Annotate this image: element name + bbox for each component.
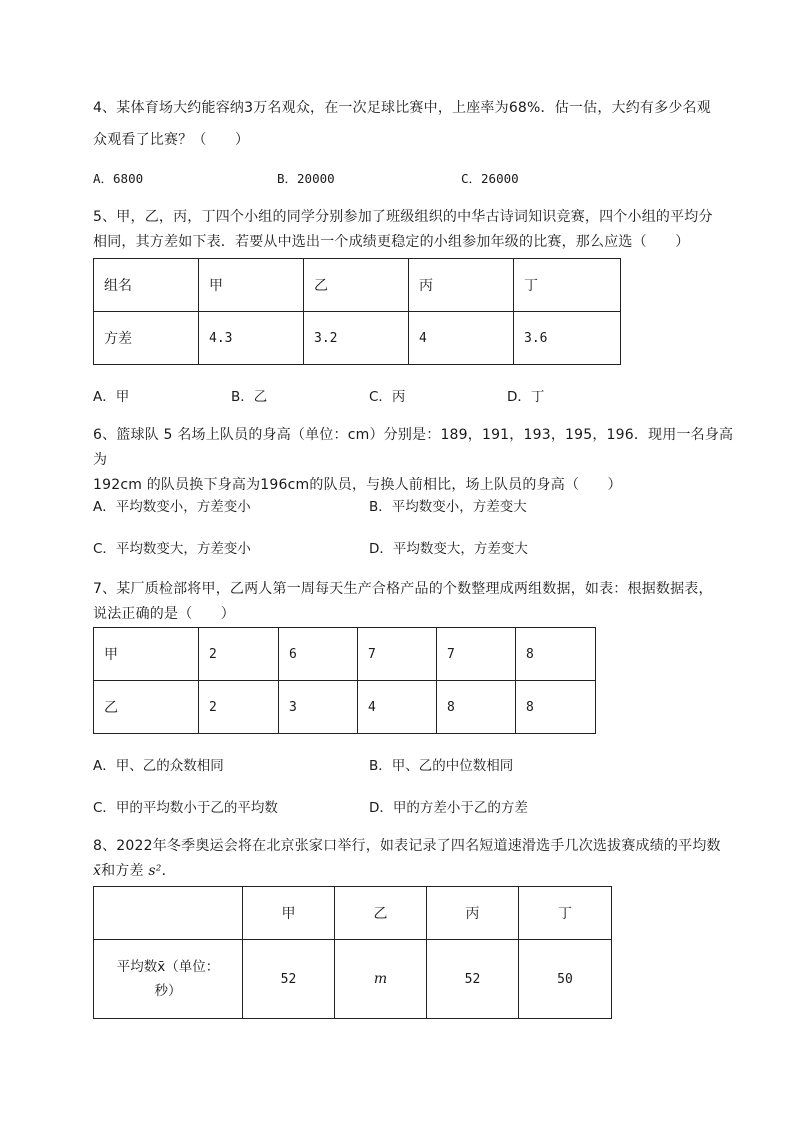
option-c[interactable]: C．甲的平均数小于乙的平均数 [93, 800, 278, 816]
table-cell: 2 [199, 681, 279, 734]
table-cell: 52 [427, 940, 519, 1019]
table-cell: 7 [358, 628, 437, 681]
table-cell: 丙 [409, 259, 514, 312]
variance-symbol: s² [148, 863, 162, 879]
option-a[interactable]: A．甲、乙的众数相同 [93, 758, 224, 774]
question-5-line-2: 相同，其方差如下表．若要从中选出一个成绩更稳定的小组参加年级的比赛，那么应选（ ） [93, 234, 690, 250]
table-cell: 52 [243, 940, 335, 1019]
row-label-line-2: 秒） [154, 983, 182, 999]
question-8-text: 和方差 [101, 863, 149, 879]
table-cell: 4 [409, 312, 514, 365]
option-c[interactable]: C．26000 [461, 171, 519, 186]
question-6-options-row-2 [93, 537, 743, 559]
table-cell: 甲 [243, 887, 335, 940]
question-5-options [93, 385, 743, 407]
option-c[interactable]: C．丙 [369, 389, 406, 405]
table-cell: m [335, 940, 427, 1019]
table-cell: 丙 [427, 887, 519, 940]
table-cell: 组名 [94, 259, 199, 312]
mean-symbol: x̄ [93, 863, 102, 879]
question-6-stem [93, 423, 743, 498]
question-6-line-2: 192cm 的队员换下身高为196cm的队员，与换人前相比，场上队员的身高（ ） [93, 477, 622, 493]
question-8-line-1: 8、2022年冬季奥运会将在北京张家口举行，如表记录了四名短道速滑选手几次选拔赛成绩的平均数 [93, 838, 721, 854]
table-cell: 甲 [199, 259, 304, 312]
table-cell [94, 887, 243, 940]
table-cell: 丁 [514, 259, 621, 312]
variance-table [93, 258, 621, 365]
table-cell: 甲 [94, 628, 199, 681]
option-b[interactable]: B．甲、乙的中位数相同 [369, 758, 514, 774]
production-table [93, 627, 596, 734]
question-8-line-2 [93, 859, 743, 884]
option-c[interactable]: C．平均数变大，方差变小 [93, 541, 251, 557]
table-cell: 3.6 [514, 312, 621, 365]
table-cell: 丁 [519, 887, 612, 940]
table-cell: 乙 [335, 887, 427, 940]
table-row-header [94, 259, 621, 312]
speed-skating-table [93, 886, 612, 1019]
question-7-line-2: 说法正确的是（ ） [93, 606, 235, 622]
question-7-line-1: 7、某厂质检部将甲，乙两人第一周每天生产合格产品的个数整理成两组数据，如表：根据数据表， [93, 581, 713, 597]
option-a[interactable]: A．平均数变小，方差变小 [93, 499, 251, 515]
question-7-options-row-2 [93, 796, 743, 818]
table-cell: 7 [437, 628, 516, 681]
table-row-mean [94, 940, 612, 1019]
table-cell: 4 [358, 681, 437, 734]
table-row-jia [94, 628, 596, 681]
question-4-line-1: 4、某体育场大约能容纳3万名观众，在一次足球比赛中，上座率为68%．估一估，大约有多少名观 [93, 100, 711, 116]
table-cell-label [94, 940, 243, 1019]
question-5-line-1: 5、甲，乙，丙，丁四个小组的同学分别参加了班级组织的中华古诗词知识竞赛，四个小组的平均分 [93, 209, 713, 225]
table-cell: 2 [199, 628, 279, 681]
question-6-line-1: 6、篮球队 5 名场上队员的身高（单位：cm）分别是：189，191，193，195，196．现用一名身高为 [93, 427, 734, 468]
option-a[interactable]: A．甲 [93, 389, 130, 405]
question-4-line-2: 众观看了比赛？（ ） [93, 132, 250, 148]
option-a[interactable]: A．6800 [93, 171, 144, 186]
table-cell: 乙 [94, 681, 199, 734]
table-row-header [94, 887, 612, 940]
option-d[interactable]: D．甲的方差小于乙的方差 [369, 800, 528, 816]
row-label-line-1: 平均数x̄（单位： [116, 959, 220, 975]
option-b[interactable]: B．20000 [277, 171, 335, 186]
table-cell: 8 [516, 628, 596, 681]
table-cell: 乙 [304, 259, 409, 312]
table-cell: 方差 [94, 312, 199, 365]
question-6-options-row-1 [93, 495, 743, 517]
table-row-variance [94, 312, 621, 365]
table-cell: 8 [516, 681, 596, 734]
question-4-options [93, 169, 743, 191]
question-7-stem [93, 577, 743, 627]
table-row-yi [94, 681, 596, 734]
question-4-stem [93, 96, 743, 153]
option-d[interactable]: D．丁 [507, 389, 545, 405]
table-cell: 4.3 [199, 312, 304, 365]
question-7-options-row-1 [93, 754, 743, 776]
table-cell: 8 [437, 681, 516, 734]
table-cell: 3.2 [304, 312, 409, 365]
question-8-stem [93, 834, 743, 884]
table-cell: 6 [279, 628, 358, 681]
question-5-stem [93, 205, 743, 255]
option-b[interactable]: B．平均数变小，方差变大 [369, 499, 527, 515]
table-cell: 3 [279, 681, 358, 734]
option-b[interactable]: B．乙 [231, 389, 268, 405]
question-8-period: ． [161, 863, 176, 879]
option-d[interactable]: D．平均数变大，方差变大 [369, 541, 528, 557]
table-cell: 50 [519, 940, 612, 1019]
